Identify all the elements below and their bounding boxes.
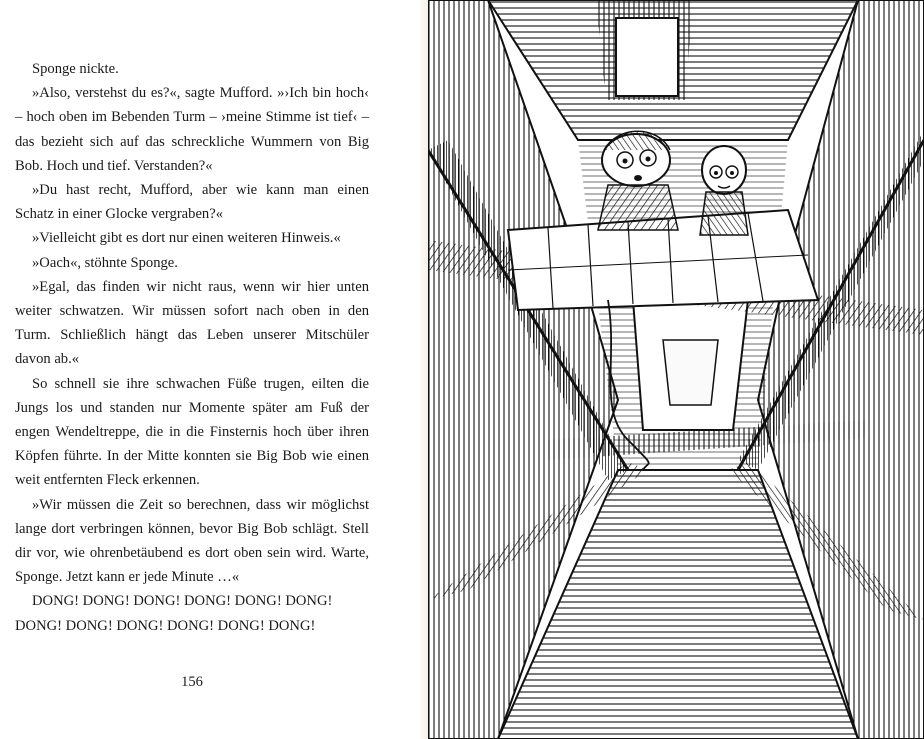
story-text	[15, 57, 369, 638]
page-number: 156	[181, 674, 203, 690]
right-page	[428, 0, 924, 739]
paragraph: So schnell sie ihre schwachen Füße trugen, eilten die Jungs los und standen nur Momente später am Fuß der engen Wendeltreppe, die in die Finsternis hoch über ihren Köpfen führte. In der Mitte konnten sie Big Bob wie einen weit entfernten Fleck erkennen.	[15, 375, 369, 489]
paragraph: »Du hast recht, Mufford, aber wie kann man einen Schatz in einer Glocke vergraben?«	[15, 182, 369, 223]
paragraph-dong: DONG! DONG! DONG! DONG! DONG! DONG! DONG! DONG! DONG! DONG! DONG! DONG!	[15, 593, 333, 634]
stairwell-illustration	[428, 0, 924, 739]
paragraph: »Oach«, stöhnte Sponge.	[32, 254, 178, 271]
skylight	[596, 0, 692, 100]
paragraph: »Vielleicht gibt es dort nur einen weiteren Hinweis.«	[32, 230, 341, 247]
paragraph: Sponge nickte.	[32, 61, 119, 77]
paragraph: »Also, verstehst du es?«, sagte Mufford. »›Ich bin hoch‹ – hoch oben im Bebenden Turm – ›meine Stimme ist tief‹ – das bezieht sich auf das schreckliche Wummern von Big Bob. Hoch und tief. Verstanden?«	[15, 85, 369, 174]
paragraph: »Wir müssen die Zeit so berechnen, dass wir möglichst lange dort verbringen können, bevor Big Bob schlägt. Stell dir vor, wie ohrenbetäubend es dort oben sein wird. Warte, Sponge. Jetzt kann er jede Minute …«	[15, 496, 369, 586]
left-page	[0, 0, 420, 739]
paragraph: »Egal, das finden wir nicht raus, wenn wir hier unten weiter schwatzen. Wir müssen sofort nach oben in den Turm. Schließlich hängt das Leben unserer Mitschüler davon ab.«	[15, 278, 369, 368]
